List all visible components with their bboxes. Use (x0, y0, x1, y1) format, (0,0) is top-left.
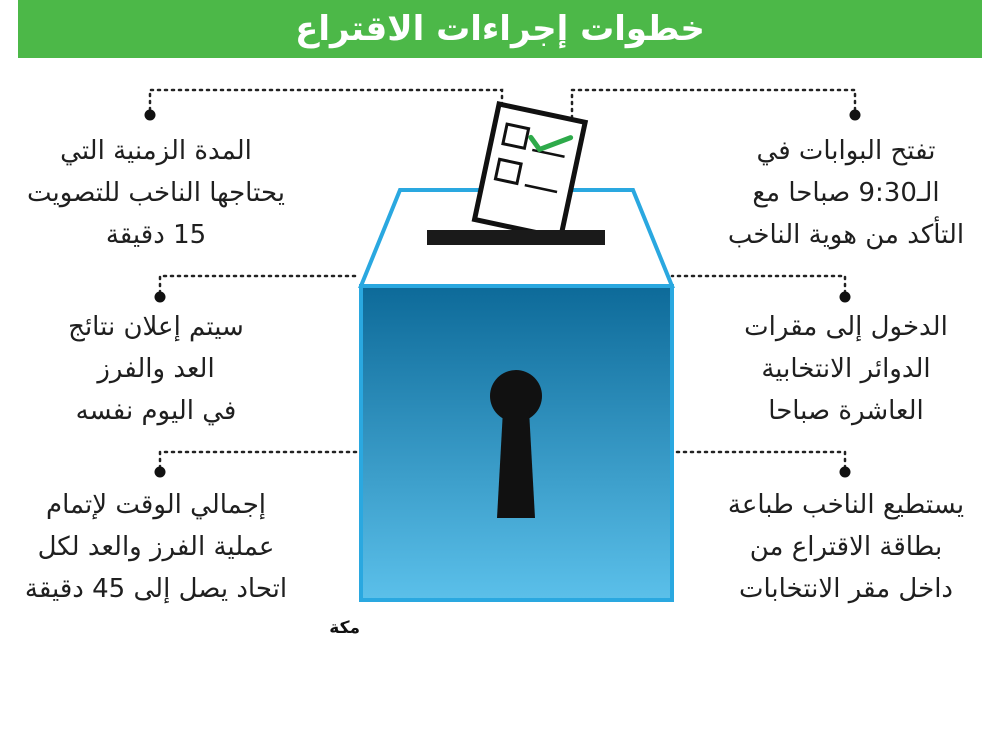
bullet-dot (155, 467, 166, 478)
step-line: العد والفرز (97, 354, 215, 384)
step-print-ballot (700, 484, 992, 610)
bullet-dot (840, 292, 851, 303)
step-line: المدة الزمنية التي (60, 136, 252, 166)
connector-left-3 (160, 452, 358, 468)
connector-right-2 (672, 276, 845, 293)
step-line: بطاقة الاقتراع من (749, 532, 943, 562)
bullet-dot (840, 467, 851, 478)
step-line: سيتم إعلان نتائج (68, 312, 244, 342)
publisher-logo: مكة (329, 618, 360, 638)
step-line: يحتاجها الناخب للتصويت (27, 178, 285, 208)
step-line: اتحاد يصل إلى 45 دقيقة (24, 574, 288, 604)
connector-right-3 (672, 452, 845, 468)
connector-left-1 (150, 90, 502, 130)
step-line: التأكد من هوية الناخب (727, 220, 965, 250)
step-voting-duration (6, 130, 306, 256)
step-line: العاشرة صباحا (768, 396, 924, 426)
connector-right-1 (572, 90, 855, 130)
step-line: الـ9:30 صباحا مع (752, 178, 940, 208)
step-line: إجمالي الوقت لإتمام (45, 490, 267, 520)
step-line: 15 دقيقة (105, 220, 207, 250)
step-line: الدخول إلى مقرات (744, 312, 948, 342)
page-title: خطوات إجراءات الاقتراع (295, 9, 705, 49)
step-line: عملية الفرز والعد لكل (37, 532, 275, 562)
step-line: تفتح البوابات في (756, 136, 936, 166)
bullet-dot (145, 110, 156, 121)
connector-left-2 (160, 276, 358, 293)
step-gates-open (700, 130, 992, 256)
step-enter-headquarters (700, 306, 992, 432)
step-counting-time (6, 484, 306, 610)
step-results-announcement (6, 306, 306, 432)
bullet-dot (155, 292, 166, 303)
step-line: يستطيع الناخب طباعة (727, 490, 965, 520)
ballot-slot (427, 230, 605, 245)
step-line: الدوائر الانتخابية (761, 354, 931, 384)
step-line: داخل مقر الانتخابات (739, 574, 953, 604)
step-line: في اليوم نفسه (75, 396, 237, 426)
bullet-dot (850, 110, 861, 121)
